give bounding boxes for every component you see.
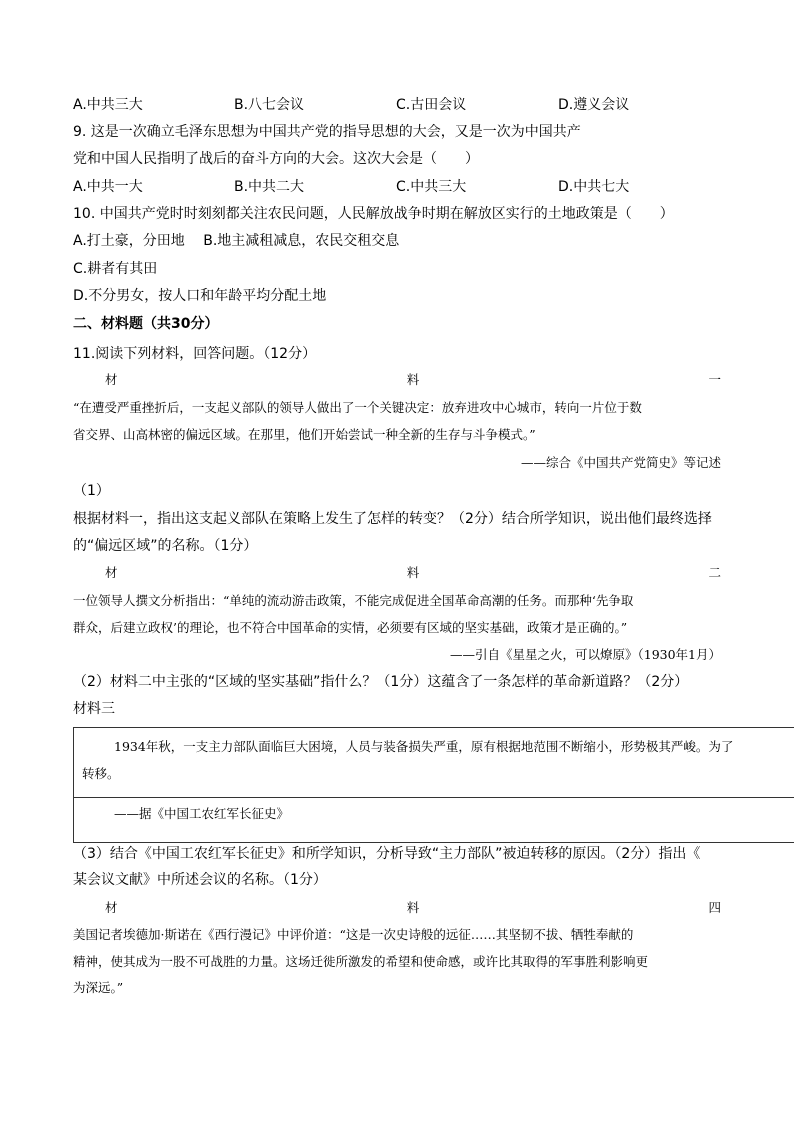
material1-text-line1: “在遭受严重挫折后，一支起义部队的领导人做出了一个关键决定：放弃进攻中心城市，转向一片位于数 [73, 400, 642, 415]
material3-text-line2: 转移。 [82, 766, 120, 781]
q10-options-ab: A.打土豪，分田地 B.地主减租减息，农民交租交息 [73, 233, 400, 249]
q9-stem-line1: 9. 这是一次确立毛泽东思想为中国共产党的指导思想的大会，又是一次为中国共产 [73, 124, 581, 140]
material1-text-line2: 省交界、山高林密的偏远区域。在那里，他们开始尝试一种全新的生存与斗争模式。” [73, 427, 536, 442]
q11-1-line2: 的“偏远区域”的名称。（1分） [73, 538, 258, 554]
q11-1-number: （1） [73, 483, 110, 499]
q11-3-line2: 某会议文献》中所述会议的名称。（1分） [73, 872, 327, 888]
q9-option-a: A.中共一大 [73, 179, 143, 195]
material2-text-line1: 一位领导人撰文分析指出：“单纯的流动游击政策，不能完成促进全国革命高潮的任务。而那种‘先争取 [73, 593, 634, 608]
q11-1-line1: 根据材料一，指出这支起义部队在策略上发生了怎样的转变？（2分）结合所学知识，说出他们最终选择 [73, 511, 712, 527]
q9-option-d: D.中共七大 [558, 179, 630, 195]
q9-stem-line2: 党和中国人民指明了战后的奋斗方向的大会。这次大会是（ ） [73, 151, 479, 167]
q10-option-d: D.不分男女，按人口和年龄平均分配土地 [73, 288, 327, 304]
q8-option-b: B.八七会议 [234, 97, 305, 113]
material3-title: 材料三 [73, 701, 115, 717]
material2-text-line2: 群众，后建立政权’的理论，也不符合中国革命的实情，必须要有区域的坚实基础，政策才是正确的。” [73, 620, 628, 635]
material1-source: ——综合《中国共产党简史》等记述 [520, 455, 721, 470]
material-label-char: 材 [105, 565, 118, 580]
material-label-char: 四 [708, 900, 721, 915]
material4-label [73, 898, 721, 918]
material-label-char: 料 [406, 900, 420, 915]
box-divider [74, 797, 794, 798]
material3-source: ——据《中国工农红军长征史》 [114, 806, 290, 821]
material1-label [73, 370, 721, 390]
material-label-char: 二 [708, 565, 721, 580]
q9-option-b: B.中共二大 [234, 179, 305, 195]
material3-text-line1: 1934年秋，一支主力部队面临巨大困境，人员与装备损失严重，原有根据地范围不断缩小，形势极其严峻。为了 [114, 739, 734, 754]
q10-stem: 10. 中国共产党时时刻刻都关注农民问题，人民解放战争时期在解放区实行的土地政策是（ ） [73, 206, 674, 222]
q10-option-c: C.耕者有其田 [73, 261, 158, 277]
q11-2: （2）材料二中主张的“区域的坚实基础”指什么？（1分）这蕴含了一条怎样的革命新道路？（2分） [73, 674, 689, 690]
q8-option-c: C.古田会议 [396, 97, 467, 113]
material2-label [73, 563, 721, 583]
material4-text-line1: 美国记者埃德加·斯诺在《西行漫记》中评价道：“这是一次史诗般的远征……其坚韧不拔、牺牲奉献的 [73, 927, 634, 942]
q9-option-c: C.中共三大 [396, 179, 467, 195]
q11-3-line1: （3）结合《中国工农红军长征史》和所学知识，分析导致“主力部队”被迫转移的原因。（2分）指出《 [73, 846, 701, 862]
material4-text-line2: 精神，使其成为一股不可战胜的力量。这场迁徙所激发的希望和使命感，或许比其取得的军事胜利影响更 [73, 954, 649, 969]
section-title: 二、材料题（共30分） [73, 316, 219, 332]
material-label-char: 材 [105, 372, 118, 387]
q11-intro: 11.阅读下列材料，回答问题。（12分） [73, 346, 317, 362]
q8-option-a: A.中共三大 [73, 97, 143, 113]
material2-source: ——引自《星星之火，可以燎原》（1930年1月） [449, 647, 721, 662]
material-label-char: 一 [708, 372, 721, 387]
material-label-char: 料 [406, 565, 420, 580]
q8-option-d: D.遵义会议 [558, 97, 630, 113]
material-label-char: 料 [406, 372, 420, 387]
material3-box [73, 727, 794, 843]
material4-text-line3: 为深远。” [73, 980, 124, 995]
material-label-char: 材 [105, 900, 118, 915]
